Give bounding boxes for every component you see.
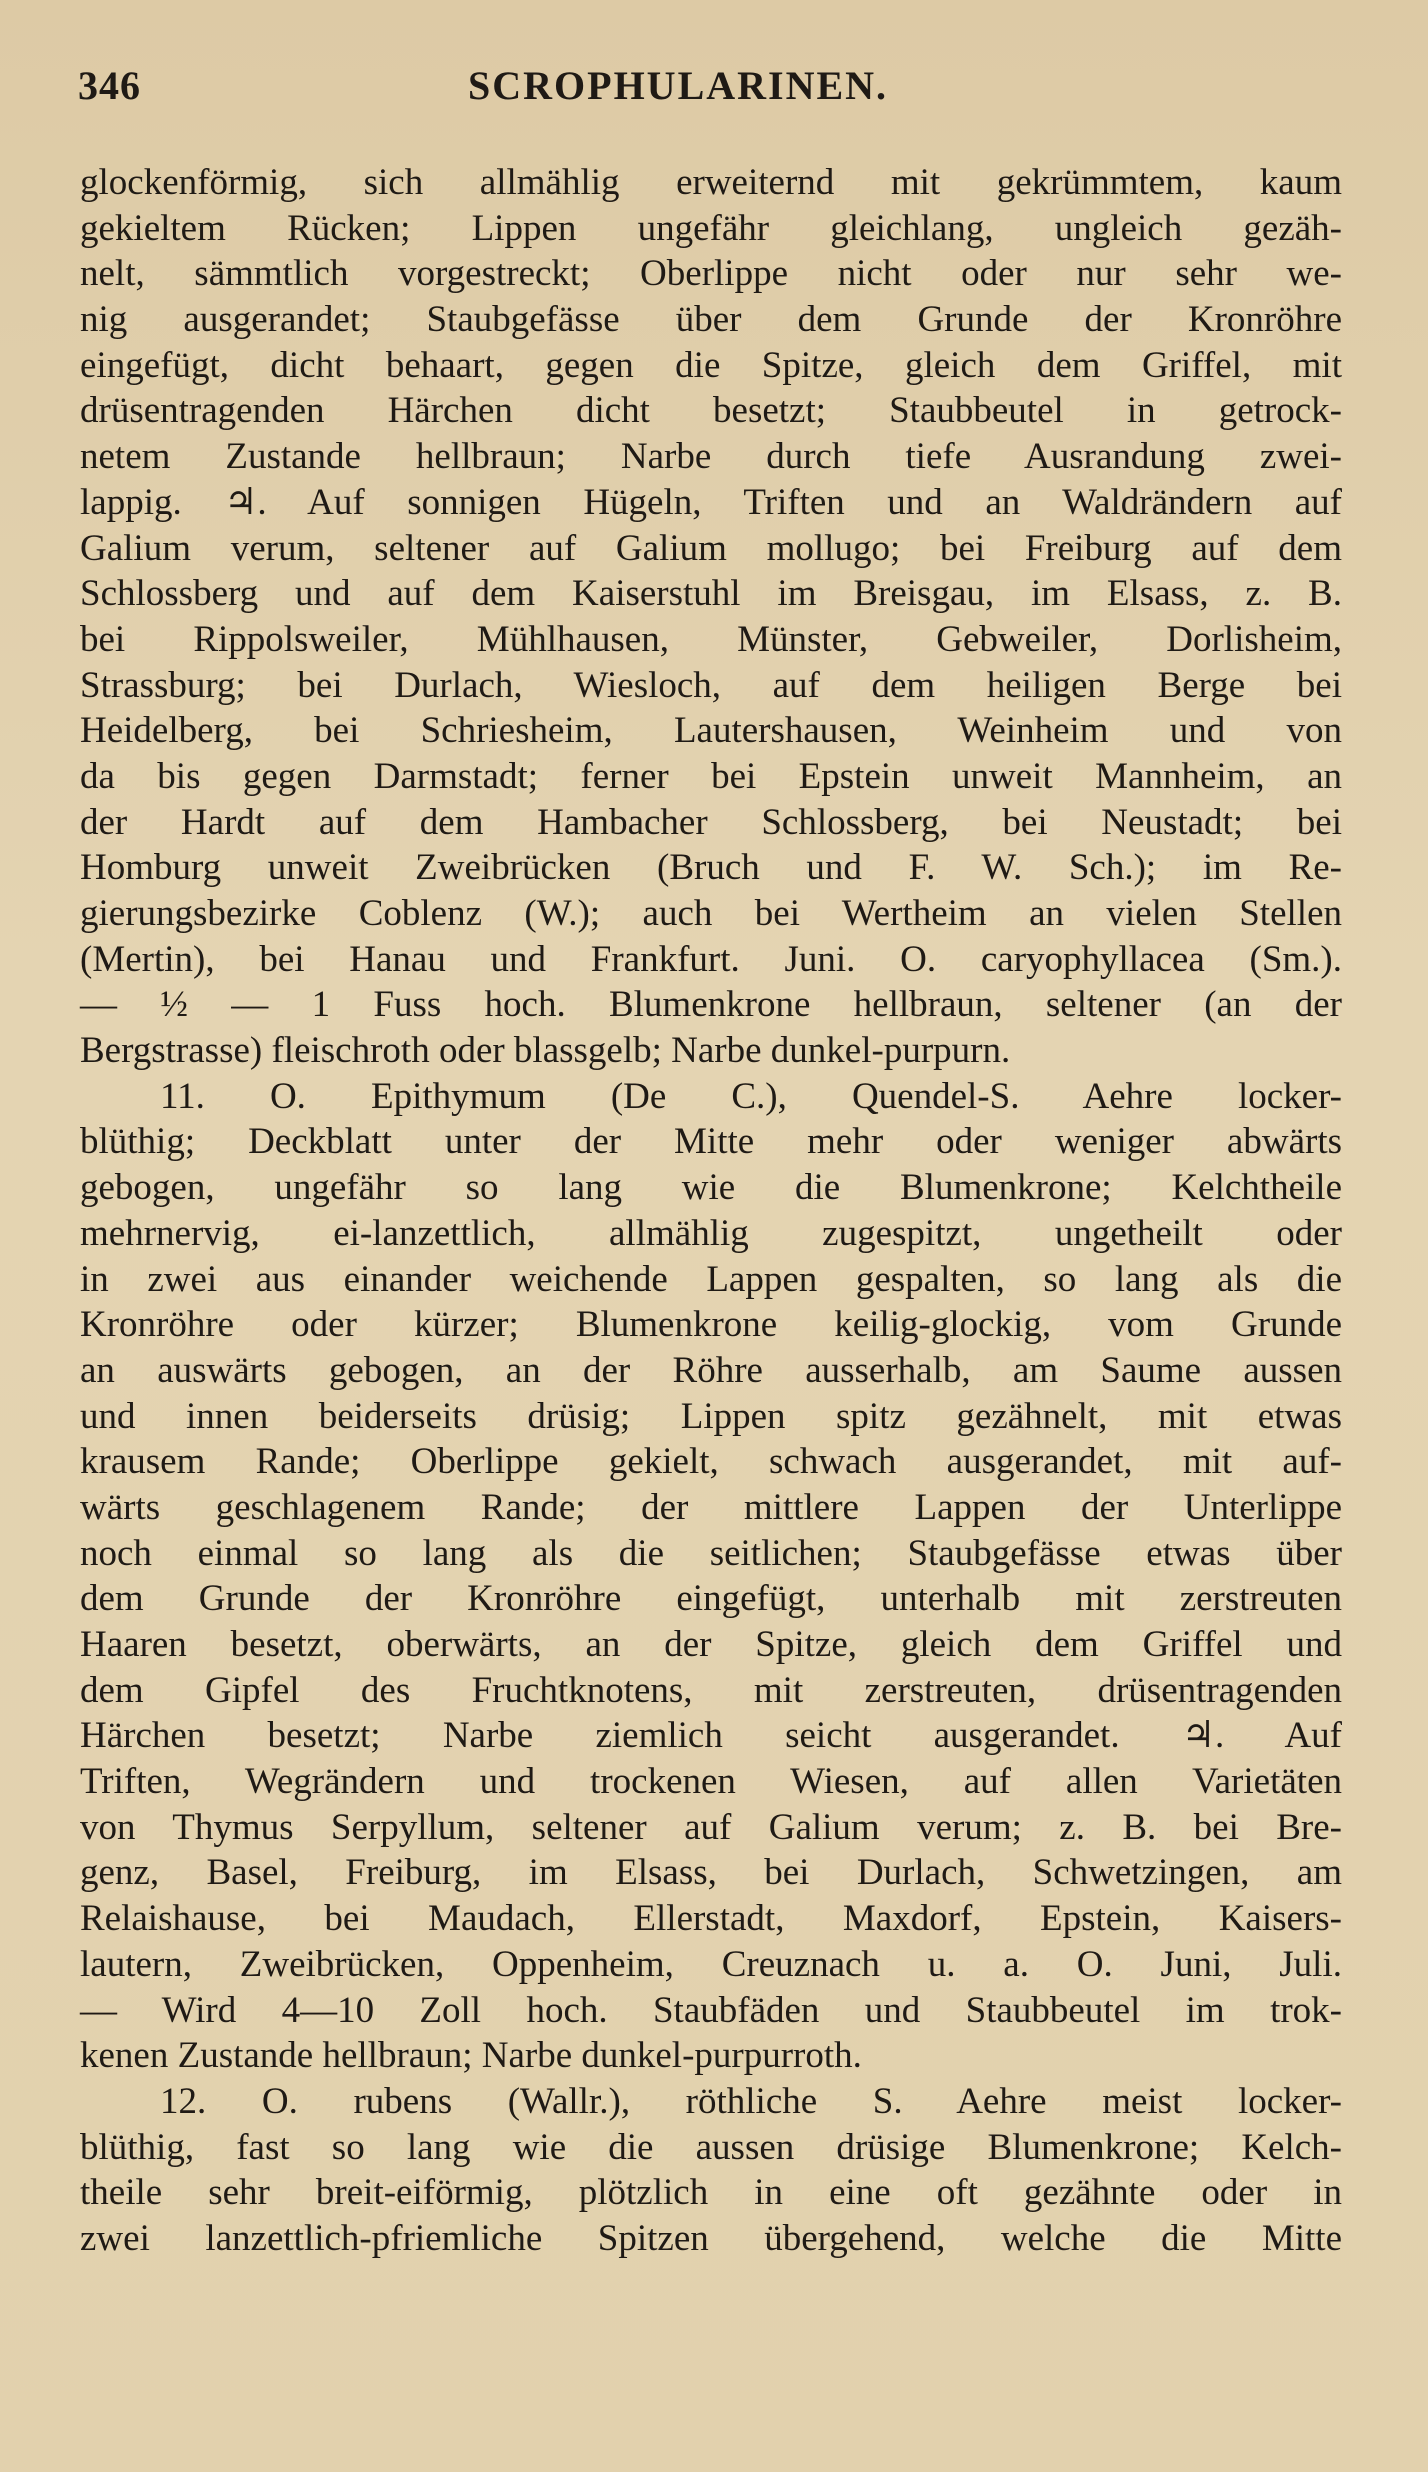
text-line: bei Rippolsweiler, Mühlhausen, Münster, Gebweiler, Dorlisheim, (80, 618, 1342, 660)
text-line: und innen beiderseits drüsig; Lippen spitz gezähnelt, mit etwas (80, 1395, 1342, 1437)
text-line: Galium verum, seltener auf Galium mollugo; bei Freiburg auf dem (80, 527, 1342, 569)
text-line: gierungsbezirke Coblenz (W.); auch bei Wertheim an vielen Stellen (80, 893, 1342, 934)
text-line: nig ausgerandet; Staubgefässe über dem Grunde der Kronröhre (80, 299, 1342, 341)
text-line: an auswärts gebogen, an der Röhre ausserhalb, am Saume aussen (80, 1349, 1342, 1391)
text-line: Kronröhre oder kürzer; Blumenkrone keilig-glockig, vom Grunde (80, 1304, 1342, 1346)
text-line: Härchen besetzt; Narbe ziemlich seicht ausgerandet. ♃. Auf (80, 1715, 1342, 1757)
text-line: Bergstrasse) fleischroth oder blassgelb; Narbe dunkel-purpurn. (80, 1030, 1011, 1072)
text-line: Homburg unweit Zweibrücken (Bruch und F. W. Sch.); im Re- (80, 847, 1342, 889)
body-text (80, 160, 1342, 2262)
species-heading-line: 11. O. Epithymum (De C.), Quendel-S. Aehre locker- (160, 1075, 1342, 1117)
text-line: zwei lanzettlich-pfriemliche Spitzen übergehend, welche die Mitte (80, 2217, 1342, 2259)
text-line: da bis gegen Darmstadt; ferner bei Epstein unweit Mannheim, an (80, 755, 1342, 797)
text-line: Strassburg; bei Durlach, Wiesloch, auf dem heiligen Berge bei (80, 664, 1342, 706)
text-line: gebogen, ungefähr so lang wie die Blumenkrone; Kelchtheile (80, 1167, 1342, 1209)
text-line: Haaren besetzt, oberwärts, an der Spitze, gleich dem Griffel und (80, 1624, 1342, 1665)
text-line: nelt, sämmtlich vorgestreckt; Oberlippe nicht oder nur sehr we- (80, 253, 1342, 295)
text-line: mehrnervig, ei-lanzettlich, allmählig zugespitzt, ungetheilt oder (80, 1212, 1342, 1254)
text-line: der Hardt auf dem Hambacher Schlossberg, bei Neustadt; bei (80, 801, 1342, 843)
text-line: krausem Rande; Oberlippe gekielt, schwach ausgerandet, mit auf- (80, 1441, 1342, 1483)
text-line: (Mertin), bei Hanau und Frankfurt. Juni. O. caryophyllacea (Sm.). (80, 938, 1342, 980)
text-line: drüsentragenden Härchen dicht besetzt; Staubbeutel in getrock- (80, 390, 1342, 432)
text-line: blüthig; Deckblatt unter der Mitte mehr oder weniger abwärts (80, 1121, 1342, 1163)
text-line: Schlossberg und auf dem Kaiserstuhl im Breisgau, im Elsass, z. B. (80, 573, 1342, 615)
text-line: in zwei aus einander weichende Lappen gespalten, so lang als die (80, 1258, 1342, 1300)
text-line: gekieltem Rücken; Lippen ungefähr gleichlang, ungleich gezäh- (80, 207, 1342, 249)
text-line: eingefügt, dicht behaart, gegen die Spitze, gleich dem Griffel, mit (80, 344, 1342, 386)
text-line: lappig. ♃. Auf sonnigen Hügeln, Triften und an Waldrändern auf (80, 481, 1342, 523)
text-line: genz, Basel, Freiburg, im Elsass, bei Durlach, Schwetzingen, am (80, 1852, 1342, 1894)
text-line: lautern, Zweibrücken, Oppenheim, Creuznach u. a. O. Juni, Juli. (80, 1943, 1342, 1985)
text-line: dem Grunde der Kronröhre eingefügt, unterhalb mit zerstreuten (80, 1578, 1342, 1620)
running-head: SCROPHULARINEN. (468, 63, 889, 108)
page-number: 346 (78, 63, 141, 108)
text-line: kenen Zustande hellbraun; Narbe dunkel-purpurroth. (80, 2035, 862, 2077)
page-header (78, 62, 1350, 122)
species-heading-line: 12. O. rubens (Wallr.), röthliche S. Aehre meist locker- (160, 2080, 1342, 2122)
text-line: Triften, Wegrändern und trockenen Wiesen, auf allen Varietäten (80, 1761, 1342, 1803)
text-line: — ½ — 1 Fuss hoch. Blumenkrone hellbraun, seltener (an der (80, 984, 1342, 1026)
text-line: glockenförmig, sich allmählig erweiternd mit gekrümmtem, kaum (80, 162, 1342, 203)
text-line: netem Zustande hellbraun; Narbe durch tiefe Ausrandung zwei- (80, 436, 1342, 478)
text-line: theile sehr breit-eiförmig, plötzlich in eine oft gezähnte oder in (80, 2172, 1342, 2214)
text-line: Relaishause, bei Maudach, Ellerstadt, Maxdorf, Epstein, Kaisers- (80, 1898, 1342, 1940)
text-line: — Wird 4—10 Zoll hoch. Staubfäden und Staubbeutel im trok- (80, 1989, 1342, 2031)
text-line: dem Gipfel des Fruchtknotens, mit zerstreuten, drüsentragenden (80, 1669, 1342, 1711)
text-line: noch einmal so lang als die seitlichen; Staubgefässe etwas über (80, 1532, 1342, 1574)
text-line: wärts geschlagenem Rande; der mittlere Lappen der Unterlippe (80, 1486, 1342, 1528)
text-line: von Thymus Serpyllum, seltener auf Galium verum; z. B. bei Bre- (80, 1806, 1342, 1848)
text-line: blüthig, fast so lang wie die aussen drüsige Blumenkrone; Kelch- (80, 2126, 1342, 2168)
text-line: Heidelberg, bei Schriesheim, Lautershausen, Weinheim und von (80, 710, 1342, 752)
